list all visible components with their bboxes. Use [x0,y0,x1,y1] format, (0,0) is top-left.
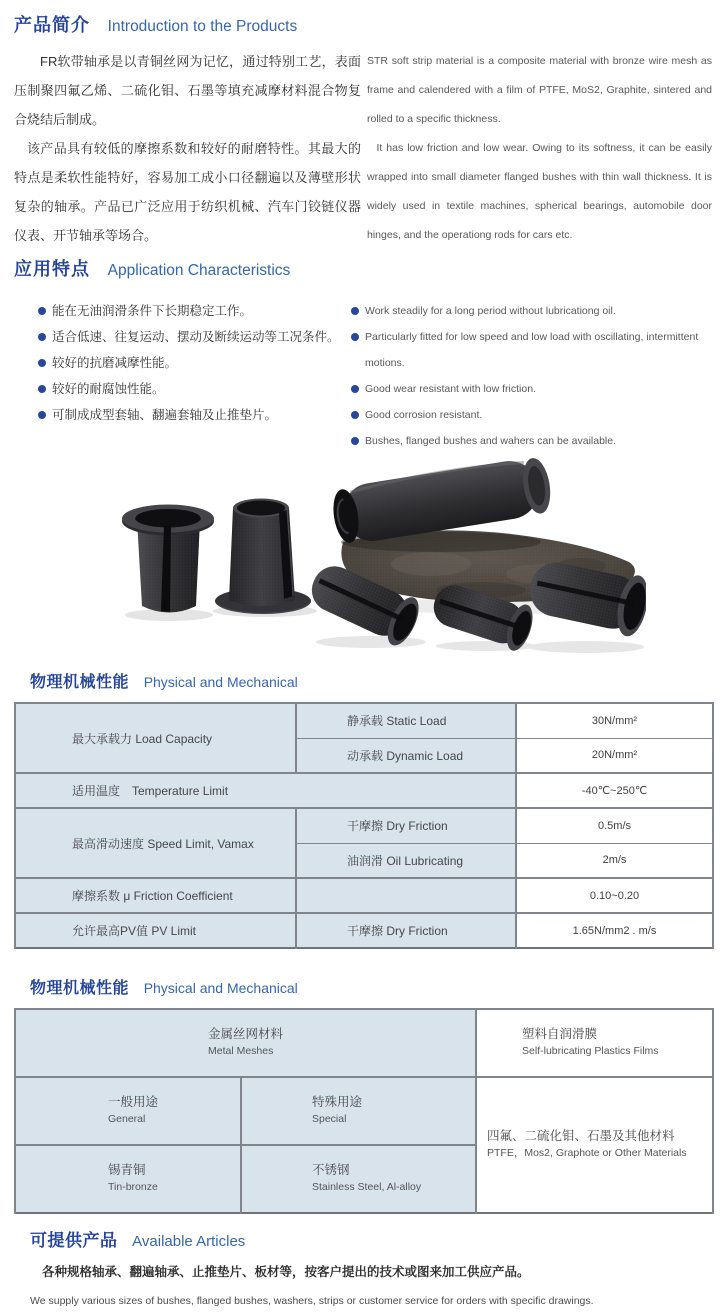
bullet-icon [351,411,359,419]
stainless-steel-zh: 不锈钢 [312,1163,350,1177]
cell-plastics-films [476,1009,713,1077]
available-line-zh: 各种规格轴承、翻遍轴承、止推垫片、板材等，按客户提出的技术或图来加工供应产品。 [42,1265,530,1279]
feature-item [38,350,351,376]
intro-paragraph-zh-2: 该产品具有较低的摩擦系数和较好的耐磨特性。其最大的特点是柔软性能特好，容易加工成小口径翻遍以及薄壁形状复杂的轴承。产品已广泛应用于纺织机械、汽车门铰链仪器仪表、开节轴承等场合。 [14,141,361,243]
feature-list-en [351,298,712,454]
available-title-zh: 可提供产品 [30,1231,118,1250]
cell-stainless-steel [241,1145,476,1213]
feature-columns [14,298,712,454]
feature-text: 可制成成型套轴、翻遍套轴及止推垫片。 [52,408,278,422]
value-friction-coefficient: 0.10~0.20 [516,878,713,913]
physical-table-title-zh: 物理机械性能 [30,674,130,691]
available-section [14,1228,712,1307]
value-pv-limit: 1.65N/mm2 . m/s [516,913,713,948]
application-title [14,256,712,283]
feature-item [351,324,712,376]
plastics-films-en: Self-lubricating Plastics Films [522,1045,659,1057]
bullet-icon [351,437,359,445]
cell-film-materials [476,1077,713,1213]
bullet-icon [351,385,359,393]
tin-bronze-zh: 锡青铜 [108,1163,146,1177]
value-oil-lubricating: 2m/s [516,843,713,878]
feature-item [351,402,712,428]
bullet-icon [38,411,46,419]
application-section [14,256,712,454]
materials-table [14,1008,714,1214]
intro-paragraph-zh-1: FR软带轴承是以青铜丝网为记忆，通过特别工艺，表面压制聚四氟乙烯、二硫化钼、石墨等填充减摩材料混合物复合烧结后制成。 [14,54,361,127]
cell-temperature-limit: 适用温度 Temperature Limit [15,773,516,808]
cell-metal-meshes [15,1009,476,1077]
bullet-icon [38,385,46,393]
general-use-zh: 一般用途 [108,1095,159,1109]
feature-text: Good wear resistant with low friction. [365,383,536,395]
product-photo [14,454,712,659]
intro-columns [14,47,712,250]
film-materials-en: PTFE，Mos2, Graphote or Other Materials [487,1147,687,1159]
available-title [30,1228,712,1253]
value-temperature-limit: -40℃~250℃ [516,773,713,808]
bullet-icon [38,359,46,367]
bullet-icon [351,307,359,315]
cell-empty [296,878,516,913]
special-use-zh: 特殊用途 [312,1095,363,1109]
cell-dry-friction: 干摩擦 Dry Friction [296,808,516,843]
intro-title [14,12,712,39]
physical-table-section [14,669,712,949]
feature-text: Bushes, flanged bushes and wahers can be available. [365,435,617,447]
plastics-films-zh: 塑料自润滑膜 [522,1027,598,1041]
feature-text: Good corrosion resistant. [365,409,483,421]
cell-static-load: 静承载 Static Load [296,703,516,738]
intro-paragraph-en-2: It has low friction and low wear. Owing to its softness, it can be easily wrapped into small diameter flanged bushes with thin wall thickness. It is widely used in textile machines, spherical bearings, automobile door hinges, and the operationg rods for cars etc. [367,142,712,241]
feature-list-zh [14,298,351,454]
flanged-bush-standing-1 [122,505,214,613]
feature-item [351,428,712,454]
available-line-en: We supply various sizes of bushes, flanged bushes, washers, strips or customer service for orders with specific drawings. [30,1295,594,1307]
feature-item [38,324,351,350]
flanged-bush-standing-2 [215,499,311,615]
product-photo-illustration [81,454,646,659]
stainless-steel-en: Stainless Steel, Al-alloy [312,1181,422,1193]
materials-table-title [30,975,712,1000]
feature-text: 适合低速、往复运动、摆动及断续运动等工况条件。 [52,330,340,344]
bullet-icon [351,333,359,341]
metal-meshes-en: Metal Meshes [208,1045,274,1057]
intro-section [14,12,712,250]
cell-pv-dry-friction: 干摩擦 Dry Friction [296,913,516,948]
physical-table-title-en: Physical and Mechanical [143,674,298,690]
intro-paragraphs-en [367,47,712,250]
general-use-en: General [108,1113,146,1125]
cell-load-capacity: 最大承载力 Load Capacity [15,703,296,773]
physical-mechanical-table [14,702,714,949]
tin-bronze-en: Tin-bronze [108,1181,158,1193]
application-title-en: Application Characteristics [107,262,291,279]
feature-text: Particularly fitted for low speed and low load with oscillating, intermittent motions. [365,331,699,369]
value-static-load: 30N/mm² [516,703,713,738]
cell-friction-coefficient: 摩擦系数 μ Friction Coefficient [15,878,296,913]
feature-item [38,376,351,402]
special-use-en: Special [312,1113,347,1125]
materials-table-title-zh: 物理机械性能 [30,980,130,997]
feature-item [38,298,351,324]
materials-table-section [14,975,712,1214]
film-materials-zh: 四氟、二硫化钼、石墨及其他材料 [487,1129,675,1143]
value-dynamic-load: 20N/mm² [516,738,713,773]
cell-tin-bronze [15,1145,241,1213]
application-title-zh: 应用特点 [14,259,90,279]
metal-meshes-zh: 金属丝网材料 [208,1027,284,1041]
intro-title-zh: 产品简介 [14,15,90,35]
cell-dynamic-load: 动承载 Dynamic Load [296,738,516,773]
available-title-en: Available Articles [132,1233,246,1250]
cell-pv-limit: 允许最高PV值 PV Limit [15,913,296,948]
feature-text: Work steadily for a long period without lubricationg oil. [365,305,616,317]
feature-item [351,376,712,402]
cell-speed-limit: 最高滑动速度 Speed Limit, Vamax [15,808,296,878]
cell-oil-lubricating: 油润滑 Oil Lubricating [296,843,516,878]
feature-item [351,298,712,324]
cell-general-use [15,1077,241,1145]
feature-text: 较好的抗磨减摩性能。 [52,356,178,370]
intro-paragraphs-zh [14,47,361,250]
feature-text: 较好的耐腐蚀性能。 [52,382,165,396]
bullet-icon [38,333,46,341]
intro-title-en: Introduction to the Products [107,18,298,35]
materials-table-title-en: Physical and Mechanical [143,980,298,996]
value-dry-friction: 0.5m/s [516,808,713,843]
bullet-icon [38,307,46,315]
cell-special-use [241,1077,476,1145]
physical-table-title [30,669,712,694]
intro-paragraph-en-1: STR soft strip material is a composite material with bronze wire mesh as frame and calendered with a film of PTFE, MoS2, Graphite, sintered and rolled to a specific thickness. [367,55,712,125]
feature-text: 能在无油润滑条件下长期稳定工作。 [52,304,253,318]
feature-item [38,402,351,428]
